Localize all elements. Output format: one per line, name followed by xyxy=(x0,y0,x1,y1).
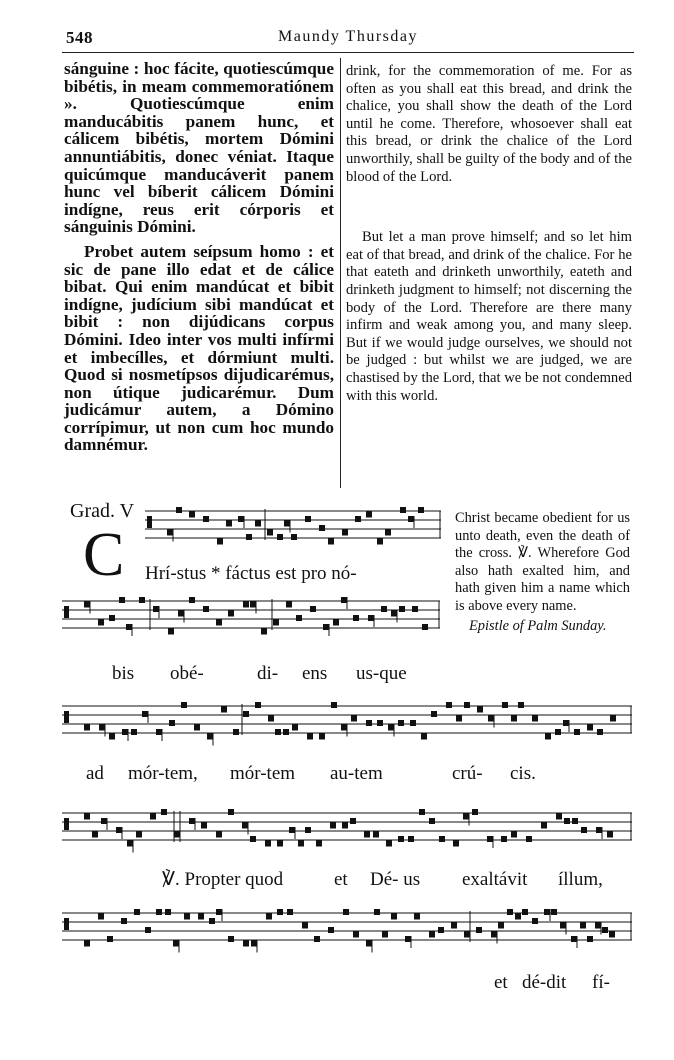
neume-note xyxy=(563,720,569,726)
neume-note xyxy=(277,909,283,915)
lyric-syllable: Dé- us xyxy=(370,869,421,890)
neume-note xyxy=(216,832,222,838)
running-title: Maundy Thursday xyxy=(278,28,418,45)
neume-note xyxy=(84,814,90,820)
neume-note xyxy=(507,909,513,915)
neume-note xyxy=(364,832,370,838)
neume-note xyxy=(189,597,195,603)
neume-note xyxy=(176,507,182,513)
neume-note xyxy=(574,729,580,735)
neume-note xyxy=(127,841,133,847)
neume-note xyxy=(238,516,244,522)
neume-note xyxy=(491,932,497,938)
neume-note xyxy=(126,624,132,630)
lyric-syllable: us-que xyxy=(356,663,407,684)
neume-note xyxy=(609,932,615,938)
english-paragraph-1: drink, for the commemoration of me. For as often as you shall eat this bread, and drink the chalice, you shall show the death of the Lord until he come. Therefore, whosoever shall eat this bread, or drink the chalice of the Lord unworthily, shall be guilty of the body and of the blood of the Lord. xyxy=(346,63,632,185)
neume-note xyxy=(532,716,538,722)
neume-note xyxy=(316,841,322,847)
neume-note xyxy=(581,827,587,833)
lyric-syllable: fí- xyxy=(592,972,610,993)
neume-note xyxy=(453,841,459,847)
neume-note xyxy=(275,729,281,735)
neume-note xyxy=(451,923,457,929)
lyric-syllable: crú- xyxy=(452,763,483,784)
gradual-label xyxy=(70,500,134,523)
neume-note xyxy=(587,725,593,731)
neume-note xyxy=(277,841,283,847)
neume-note xyxy=(571,936,577,942)
neume-note xyxy=(544,909,550,915)
neume-note xyxy=(446,702,452,708)
neume-note xyxy=(291,534,297,540)
neume-note xyxy=(439,836,445,842)
lyric-syllable: obé- xyxy=(170,663,204,684)
neume-note xyxy=(580,923,586,929)
neume-note xyxy=(607,832,613,838)
neume-note xyxy=(136,832,142,838)
staff-lines xyxy=(62,805,632,855)
neume-note xyxy=(498,923,504,929)
neume-note xyxy=(99,725,105,731)
neume-note xyxy=(286,602,292,608)
neume-note xyxy=(165,909,171,915)
neume-note xyxy=(284,521,290,527)
neume-note xyxy=(101,818,107,824)
lyric-syllable: exaltávit xyxy=(462,869,528,890)
staff-lines xyxy=(62,905,632,955)
neume-note xyxy=(131,729,137,735)
neume-note xyxy=(477,707,483,713)
neume-note xyxy=(564,818,570,824)
neume-note xyxy=(243,711,249,717)
neume-note xyxy=(203,606,209,612)
neume-note xyxy=(526,836,532,842)
neume-note xyxy=(178,611,184,617)
neume-note xyxy=(487,836,493,842)
neume-note xyxy=(156,729,162,735)
lyric-syllable: ad xyxy=(86,763,104,784)
neume-note xyxy=(328,927,334,933)
neume-note xyxy=(429,932,435,938)
neume-note xyxy=(342,823,348,829)
lyric-syllables: Hrí-stus * fáctus est pro nó- xyxy=(145,563,357,584)
neume-note xyxy=(408,516,414,522)
neume-note xyxy=(319,734,325,740)
neume-note xyxy=(246,534,252,540)
neume-note xyxy=(422,624,428,630)
translation-source: Epistle of Palm Sunday. xyxy=(469,617,607,634)
neume-note xyxy=(98,620,104,626)
neume-note xyxy=(431,711,437,717)
lyric-syllable: cis. xyxy=(510,763,536,784)
page-number: 548 xyxy=(66,28,93,47)
column-divider xyxy=(340,58,341,488)
neume-note xyxy=(298,841,304,847)
neume-note xyxy=(476,927,482,933)
neume-note xyxy=(203,516,209,522)
neume-note xyxy=(472,809,478,815)
neume-note xyxy=(250,602,256,608)
chant-staff-5 xyxy=(62,905,632,955)
neume-note xyxy=(595,923,601,929)
neume-note xyxy=(355,516,361,522)
neume-note xyxy=(515,914,521,920)
neume-note xyxy=(366,720,372,726)
chant-staff-1 xyxy=(145,503,441,553)
neume-note xyxy=(333,620,339,626)
neume-note xyxy=(429,818,435,824)
neume-note xyxy=(388,725,394,731)
clef-mark xyxy=(147,516,152,528)
neume-note xyxy=(386,841,392,847)
lyric-syllable: íllum, xyxy=(558,869,603,890)
gradual-translation xyxy=(455,510,630,635)
lyric-syllable: au-tem xyxy=(330,763,383,784)
neume-note xyxy=(194,725,200,731)
translation-text: Christ became obedient for us unto death, even the death of the cross. ℣. Wherefore God also hath exalted him, and hath given him a name which is above every name. xyxy=(455,510,630,614)
neume-note xyxy=(116,827,122,833)
neume-note xyxy=(610,716,616,722)
neume-note xyxy=(174,832,180,838)
neume-note xyxy=(228,936,234,942)
neume-note xyxy=(438,927,444,933)
neume-note xyxy=(602,927,608,933)
neume-note xyxy=(391,914,397,920)
lyric-syllable: ℣. Propter quod xyxy=(162,869,284,890)
gradual-title: Grad. xyxy=(70,500,115,522)
staff-lines xyxy=(62,593,440,643)
neume-note xyxy=(289,827,295,833)
staff-lines xyxy=(62,698,632,748)
neume-note xyxy=(399,606,405,612)
neume-note xyxy=(305,516,311,522)
neume-note xyxy=(156,909,162,915)
chant-staff-4 xyxy=(62,805,632,855)
neume-note xyxy=(84,725,90,731)
neume-note xyxy=(323,624,329,630)
gradual-mode: V xyxy=(119,500,135,522)
neume-note xyxy=(277,534,283,540)
neume-note xyxy=(150,814,156,820)
neume-note xyxy=(189,818,195,824)
neume-note xyxy=(408,836,414,842)
neume-note xyxy=(84,941,90,947)
neume-note xyxy=(233,729,239,735)
neume-note xyxy=(374,909,380,915)
neume-note xyxy=(400,507,406,513)
neume-note xyxy=(541,823,547,829)
page-header xyxy=(62,28,634,50)
neume-note xyxy=(92,832,98,838)
clef-mark xyxy=(64,818,69,830)
neume-note xyxy=(307,734,313,740)
neume-note xyxy=(328,539,334,545)
neume-note xyxy=(587,936,593,942)
neume-note xyxy=(419,809,425,815)
neume-note xyxy=(343,909,349,915)
neume-note xyxy=(251,941,257,947)
clef-mark xyxy=(64,606,69,618)
neume-note xyxy=(366,512,372,518)
drop-initial: C xyxy=(83,521,125,589)
lyric-syllable: di- xyxy=(257,663,279,684)
neume-note xyxy=(366,941,372,947)
neume-note xyxy=(121,918,127,924)
neume-note xyxy=(169,720,175,726)
neume-note xyxy=(342,530,348,536)
neume-note xyxy=(296,615,302,621)
staff-lines xyxy=(145,503,441,553)
neume-note xyxy=(221,707,227,713)
neume-note xyxy=(198,914,204,920)
neume-note xyxy=(139,597,145,603)
latin-column xyxy=(64,60,334,454)
neume-note xyxy=(412,606,418,612)
neume-note xyxy=(330,823,336,829)
neume-note xyxy=(398,836,404,842)
neume-note xyxy=(305,827,311,833)
lyric-syllable: mór-tem, xyxy=(128,763,198,784)
neume-note xyxy=(385,530,391,536)
neume-note xyxy=(377,539,383,545)
neume-note xyxy=(341,597,347,603)
neume-note xyxy=(314,936,320,942)
neume-note xyxy=(414,914,420,920)
neume-note xyxy=(391,611,397,617)
neume-note xyxy=(268,716,274,722)
neume-note xyxy=(167,530,173,536)
neume-note xyxy=(217,539,223,545)
neume-note xyxy=(265,841,271,847)
neume-note xyxy=(181,702,187,708)
latin-paragraph-2: Probet autem seípsum homo : et sic de pane illo edat et de cálice bibat. Qui enim mandúcat et bibit indígne, judícium sibi mandúcat et bibit : non dijúdicans corpus Dómini. Ideo inter vos multi infírmi et imbecílles, et dórmiunt multi. Quod si nosmetípsos dijudicarémus, non útique judicarémur. Dum judicámur autem, a Dómino corrípimur, ut non cum hoc mundo damnémur. xyxy=(64,241,334,455)
neume-note xyxy=(242,823,248,829)
neume-note xyxy=(518,702,524,708)
neume-note xyxy=(341,725,347,731)
neume-note xyxy=(261,629,267,635)
neume-note xyxy=(243,602,249,608)
neume-note xyxy=(109,734,115,740)
neume-note xyxy=(353,932,359,938)
neume-note xyxy=(216,909,222,915)
neume-note xyxy=(292,725,298,731)
lyric-syllable: et xyxy=(494,972,508,993)
latin-paragraph-1: sánguine : hoc fácite, quotiescúmque bibétis, in meam commemoratiónem ». Quotiescúmque enim manducábitis panem hunc, et cálicem bibétis, mortem Dómini annuntiábitis, donec véniat. Itaque quicúmque manducáverit panem hunc vel bíberit cálicem Dómini indígne, reus erit córporis et sánguinis Dómini. xyxy=(64,59,334,237)
neume-note xyxy=(216,620,222,626)
neume-note xyxy=(201,823,207,829)
lyric-syllable: ens xyxy=(302,663,328,684)
neume-note xyxy=(255,702,261,708)
neume-note xyxy=(189,512,195,518)
lyric-syllable: et xyxy=(334,869,348,890)
neume-note xyxy=(350,818,356,824)
neume-note xyxy=(168,629,174,635)
neume-note xyxy=(250,836,256,842)
neume-note xyxy=(226,521,232,527)
neume-note xyxy=(209,918,215,924)
neume-note xyxy=(145,927,151,933)
neume-note xyxy=(98,914,104,920)
neume-note xyxy=(228,809,234,815)
neume-note xyxy=(368,615,374,621)
neume-note xyxy=(173,941,179,947)
neume-note xyxy=(382,932,388,938)
neume-note xyxy=(122,729,128,735)
lyric-syllable: mór-tem xyxy=(230,763,296,784)
neume-note xyxy=(266,914,272,920)
neume-note xyxy=(153,606,159,612)
english-column xyxy=(346,63,632,405)
neume-note xyxy=(597,729,603,735)
lyric-syllable: dé-dit xyxy=(522,972,567,993)
neume-note xyxy=(596,827,602,833)
clef-mark xyxy=(64,918,69,930)
neume-note xyxy=(107,936,113,942)
lyric-line-1 xyxy=(145,563,357,585)
neume-note xyxy=(243,941,249,947)
neume-note xyxy=(353,615,359,621)
neume-note xyxy=(522,909,528,915)
neume-note xyxy=(511,832,517,838)
neume-note xyxy=(551,909,557,915)
neume-note xyxy=(405,936,411,942)
neume-note xyxy=(502,702,508,708)
neume-note xyxy=(273,620,279,626)
neume-note xyxy=(134,909,140,915)
neume-note xyxy=(283,729,289,735)
neume-note xyxy=(142,711,148,717)
neume-note xyxy=(184,914,190,920)
neume-note xyxy=(310,606,316,612)
neume-note xyxy=(119,597,125,603)
neume-note xyxy=(381,606,387,612)
neume-note xyxy=(464,702,470,708)
neume-note xyxy=(331,702,337,708)
neume-note xyxy=(572,818,578,824)
neume-note xyxy=(84,602,90,608)
neume-note xyxy=(511,716,517,722)
neume-note xyxy=(464,932,470,938)
neume-note xyxy=(287,909,293,915)
header-rule xyxy=(62,52,634,53)
chant-staff-2 xyxy=(62,593,440,643)
neume-note xyxy=(556,814,562,820)
neume-note xyxy=(410,720,416,726)
neume-note xyxy=(302,923,308,929)
neume-note xyxy=(377,720,383,726)
neume-note xyxy=(555,729,561,735)
neume-note xyxy=(501,836,507,842)
neume-note xyxy=(207,734,213,740)
neume-note xyxy=(560,923,566,929)
neume-note xyxy=(418,507,424,513)
neume-note xyxy=(456,716,462,722)
neume-note xyxy=(488,716,494,722)
lyric-syllable: bis xyxy=(112,663,135,684)
clef-mark xyxy=(64,711,69,723)
neume-note xyxy=(421,734,427,740)
neume-note xyxy=(319,525,325,531)
neume-note xyxy=(545,734,551,740)
neume-note xyxy=(228,611,234,617)
neume-note xyxy=(161,809,167,815)
neume-note xyxy=(351,716,357,722)
neume-note xyxy=(267,530,273,536)
neume-note xyxy=(463,814,469,820)
neume-note xyxy=(373,832,379,838)
chant-staff-3 xyxy=(62,698,632,748)
neume-note xyxy=(109,615,115,621)
neume-note xyxy=(398,720,404,726)
english-paragraph-2: But let a man prove himself; and so let him eat of that bread, and drink of the chalice. For he that eateth and drinketh unworthily, eateth and drinketh judgment to himself; not discerning the body of the Lord. Therefore are there many infirm and weak among you, and many sleep. But if we would judge ourselves, we should not be judged : but whilst we are judged, we are chastised by the Lord, that we be not condemned with this world. xyxy=(346,229,632,404)
neume-note xyxy=(532,918,538,924)
neume-note xyxy=(255,521,261,527)
